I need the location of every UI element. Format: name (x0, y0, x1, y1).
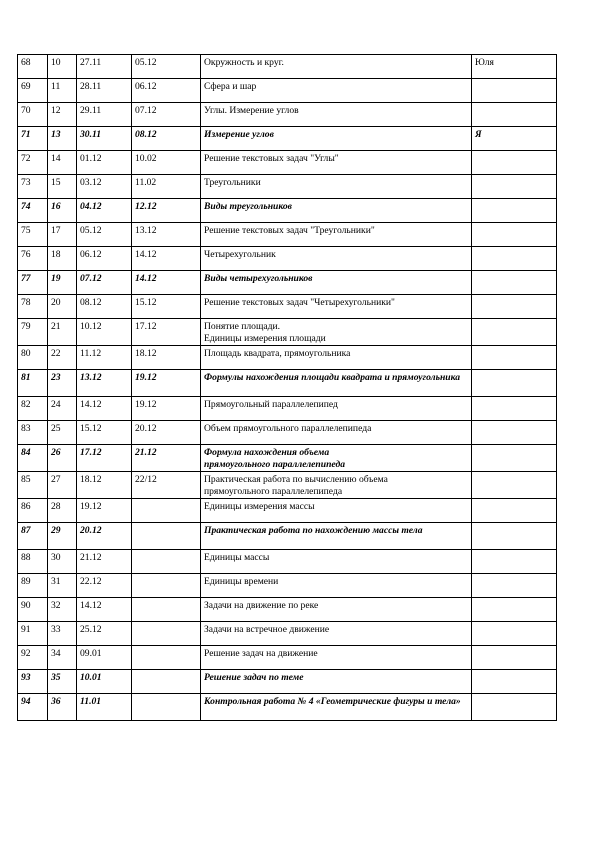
lesson-number-cell: 74 (18, 199, 48, 223)
lesson-topic-cell: Формула нахождения объема прямоугольного параллелепипеда (201, 445, 472, 472)
planned-date-cell: 17.12 (77, 445, 132, 472)
topic-number-cell: 28 (48, 499, 77, 523)
note-cell (472, 646, 557, 670)
lesson-number-cell: 77 (18, 271, 48, 295)
lesson-number-cell: 71 (18, 127, 48, 151)
planned-date-cell: 07.12 (77, 271, 132, 295)
lesson-topic-cell: Единицы времени (201, 574, 472, 598)
actual-date-cell: 18.12 (132, 346, 201, 370)
table-row (18, 397, 557, 421)
note-cell (472, 319, 557, 346)
actual-date-cell: 06.12 (132, 79, 201, 103)
lesson-topic-cell: Углы. Измерение углов (201, 103, 472, 127)
lesson-topic-cell: Понятие площади. Единицы измерения площади (201, 319, 472, 346)
actual-date-cell (132, 694, 201, 721)
note-cell (472, 472, 557, 499)
table-row (18, 271, 557, 295)
topic-number-cell: 17 (48, 223, 77, 247)
topic-number-cell: 25 (48, 421, 77, 445)
topic-number-cell: 23 (48, 370, 77, 397)
note-cell (472, 271, 557, 295)
table-row (18, 445, 557, 472)
planned-date-cell: 27.11 (77, 55, 132, 79)
actual-date-cell: 11.02 (132, 175, 201, 199)
actual-date-cell: 08.12 (132, 127, 201, 151)
actual-date-cell: 12.12 (132, 199, 201, 223)
lesson-topic-cell: Практическая работа по нахождению массы тела (201, 523, 472, 550)
table-row (18, 472, 557, 499)
actual-date-cell (132, 523, 201, 550)
lesson-number-cell: 94 (18, 694, 48, 721)
topic-number-cell: 24 (48, 397, 77, 421)
lesson-number-cell: 85 (18, 472, 48, 499)
topic-number-cell: 19 (48, 271, 77, 295)
lesson-topic-cell: Решение текстовых задач "Четырехугольники" (201, 295, 472, 319)
planned-date-cell: 13.12 (77, 370, 132, 397)
lesson-number-cell: 69 (18, 79, 48, 103)
lesson-number-cell: 84 (18, 445, 48, 472)
planned-date-cell: 04.12 (77, 199, 132, 223)
table-row (18, 79, 557, 103)
note-cell (472, 694, 557, 721)
note-cell (472, 397, 557, 421)
note-cell (472, 175, 557, 199)
lesson-topic-cell: Площадь квадрата, прямоугольника (201, 346, 472, 370)
lesson-topic-cell: Объем прямоугольного параллелепипеда (201, 421, 472, 445)
table-row (18, 598, 557, 622)
note-cell (472, 670, 557, 694)
planned-date-cell: 25.12 (77, 622, 132, 646)
planned-date-cell: 11.01 (77, 694, 132, 721)
actual-date-cell: 14.12 (132, 271, 201, 295)
topic-number-cell: 15 (48, 175, 77, 199)
planned-date-cell: 19.12 (77, 499, 132, 523)
note-cell: Юля (472, 55, 557, 79)
topic-number-cell: 14 (48, 151, 77, 175)
topic-number-cell: 36 (48, 694, 77, 721)
table-row (18, 319, 557, 346)
topic-number-cell: 13 (48, 127, 77, 151)
table-row (18, 574, 557, 598)
note-cell (472, 79, 557, 103)
table-row (18, 151, 557, 175)
note-cell (472, 523, 557, 550)
lesson-number-cell: 92 (18, 646, 48, 670)
planned-date-cell: 21.12 (77, 550, 132, 574)
note-cell (472, 370, 557, 397)
lesson-number-cell: 78 (18, 295, 48, 319)
lesson-number-cell: 80 (18, 346, 48, 370)
lesson-topic-cell: Виды треугольников (201, 199, 472, 223)
lesson-number-cell: 75 (18, 223, 48, 247)
table-row (18, 646, 557, 670)
table-row (18, 622, 557, 646)
actual-date-cell: 20.12 (132, 421, 201, 445)
topic-number-cell: 12 (48, 103, 77, 127)
actual-date-cell: 13.12 (132, 223, 201, 247)
lesson-topic-cell: Решение текстовых задач "Треугольники" (201, 223, 472, 247)
topic-number-cell: 18 (48, 247, 77, 271)
table-row (18, 523, 557, 550)
lesson-topic-cell: Прямоугольный параллелепипед (201, 397, 472, 421)
lesson-number-cell: 88 (18, 550, 48, 574)
actual-date-cell: 15.12 (132, 295, 201, 319)
topic-number-cell: 11 (48, 79, 77, 103)
lesson-topic-cell: Контрольная работа № 4 «Геометрические фигуры и тела» (201, 694, 472, 721)
actual-date-cell: 05.12 (132, 55, 201, 79)
topic-number-cell: 27 (48, 472, 77, 499)
planned-date-cell: 11.12 (77, 346, 132, 370)
actual-date-cell: 19.12 (132, 370, 201, 397)
topic-number-cell: 31 (48, 574, 77, 598)
actual-date-cell: 22/12 (132, 472, 201, 499)
table-row (18, 55, 557, 79)
note-cell (472, 445, 557, 472)
actual-date-cell: 14.12 (132, 247, 201, 271)
lesson-topic-cell: Формулы нахождения площади квадрата и прямоугольника (201, 370, 472, 397)
topic-number-cell: 34 (48, 646, 77, 670)
note-cell: Я (472, 127, 557, 151)
table-row (18, 247, 557, 271)
table-row (18, 499, 557, 523)
lesson-number-cell: 70 (18, 103, 48, 127)
lesson-topic-cell: Решение текстовых задач "Углы" (201, 151, 472, 175)
note-cell (472, 346, 557, 370)
actual-date-cell: 19.12 (132, 397, 201, 421)
lesson-topic-cell: Измерение углов (201, 127, 472, 151)
note-cell (472, 574, 557, 598)
actual-date-cell: 21.12 (132, 445, 201, 472)
lesson-topic-cell: Задачи на движение по реке (201, 598, 472, 622)
topic-number-cell: 33 (48, 622, 77, 646)
table-row (18, 127, 557, 151)
note-cell (472, 199, 557, 223)
actual-date-cell (132, 598, 201, 622)
planned-date-cell: 30.11 (77, 127, 132, 151)
table-row (18, 550, 557, 574)
lesson-topic-cell: Задачи на встречное движение (201, 622, 472, 646)
table-row (18, 421, 557, 445)
actual-date-cell (132, 574, 201, 598)
note-cell (472, 550, 557, 574)
actual-date-cell (132, 670, 201, 694)
topic-number-cell: 32 (48, 598, 77, 622)
table-row (18, 370, 557, 397)
planned-date-cell: 28.11 (77, 79, 132, 103)
lesson-number-cell: 82 (18, 397, 48, 421)
topic-number-cell: 20 (48, 295, 77, 319)
lesson-number-cell: 91 (18, 622, 48, 646)
lesson-number-cell: 87 (18, 523, 48, 550)
planned-date-cell: 10.01 (77, 670, 132, 694)
lesson-topic-cell: Решение задач по теме (201, 670, 472, 694)
note-cell (472, 247, 557, 271)
lesson-topic-cell: Единицы измерения массы (201, 499, 472, 523)
planned-date-cell: 15.12 (77, 421, 132, 445)
lesson-number-cell: 93 (18, 670, 48, 694)
planned-date-cell: 09.01 (77, 646, 132, 670)
topic-number-cell: 26 (48, 445, 77, 472)
planned-date-cell: 06.12 (77, 247, 132, 271)
table-row (18, 694, 557, 721)
lesson-topic-cell: Окружность и круг. (201, 55, 472, 79)
lesson-number-cell: 79 (18, 319, 48, 346)
topic-number-cell: 21 (48, 319, 77, 346)
planned-date-cell: 18.12 (77, 472, 132, 499)
actual-date-cell: 07.12 (132, 103, 201, 127)
planned-date-cell: 14.12 (77, 397, 132, 421)
planned-date-cell: 20.12 (77, 523, 132, 550)
actual-date-cell (132, 499, 201, 523)
lesson-number-cell: 90 (18, 598, 48, 622)
note-cell (472, 223, 557, 247)
lesson-number-cell: 81 (18, 370, 48, 397)
planned-date-cell: 01.12 (77, 151, 132, 175)
topic-number-cell: 29 (48, 523, 77, 550)
lesson-number-cell: 76 (18, 247, 48, 271)
lesson-plan-table (17, 54, 557, 721)
note-cell (472, 499, 557, 523)
topic-number-cell: 22 (48, 346, 77, 370)
note-cell (472, 295, 557, 319)
lesson-number-cell: 83 (18, 421, 48, 445)
table-row (18, 175, 557, 199)
lesson-topic-cell: Четырехугольник (201, 247, 472, 271)
planned-date-cell: 14.12 (77, 598, 132, 622)
planned-date-cell: 10.12 (77, 319, 132, 346)
actual-date-cell: 10.02 (132, 151, 201, 175)
lesson-number-cell: 72 (18, 151, 48, 175)
note-cell (472, 421, 557, 445)
lesson-topic-cell: Решение задач на движение (201, 646, 472, 670)
note-cell (472, 151, 557, 175)
lesson-number-cell: 89 (18, 574, 48, 598)
actual-date-cell (132, 622, 201, 646)
table-row (18, 670, 557, 694)
lesson-topic-cell: Сфера и шар (201, 79, 472, 103)
planned-date-cell: 29.11 (77, 103, 132, 127)
actual-date-cell: 17.12 (132, 319, 201, 346)
planned-date-cell: 22.12 (77, 574, 132, 598)
planned-date-cell: 05.12 (77, 223, 132, 247)
lesson-number-cell: 86 (18, 499, 48, 523)
lesson-topic-cell: Треугольники (201, 175, 472, 199)
topic-number-cell: 16 (48, 199, 77, 223)
actual-date-cell (132, 550, 201, 574)
lesson-topic-cell: Единицы массы (201, 550, 472, 574)
table-row (18, 295, 557, 319)
table-row (18, 199, 557, 223)
note-cell (472, 622, 557, 646)
table-row (18, 103, 557, 127)
planned-date-cell: 03.12 (77, 175, 132, 199)
topic-number-cell: 30 (48, 550, 77, 574)
lesson-topic-cell: Практическая работа по вычислению объема прямоугольного параллелепипеда (201, 472, 472, 499)
lesson-number-cell: 68 (18, 55, 48, 79)
table-row (18, 223, 557, 247)
topic-number-cell: 10 (48, 55, 77, 79)
topic-number-cell: 35 (48, 670, 77, 694)
table-row (18, 346, 557, 370)
planned-date-cell: 08.12 (77, 295, 132, 319)
table-body (18, 55, 557, 721)
lesson-number-cell: 73 (18, 175, 48, 199)
note-cell (472, 598, 557, 622)
actual-date-cell (132, 646, 201, 670)
lesson-topic-cell: Виды четырехугольников (201, 271, 472, 295)
note-cell (472, 103, 557, 127)
